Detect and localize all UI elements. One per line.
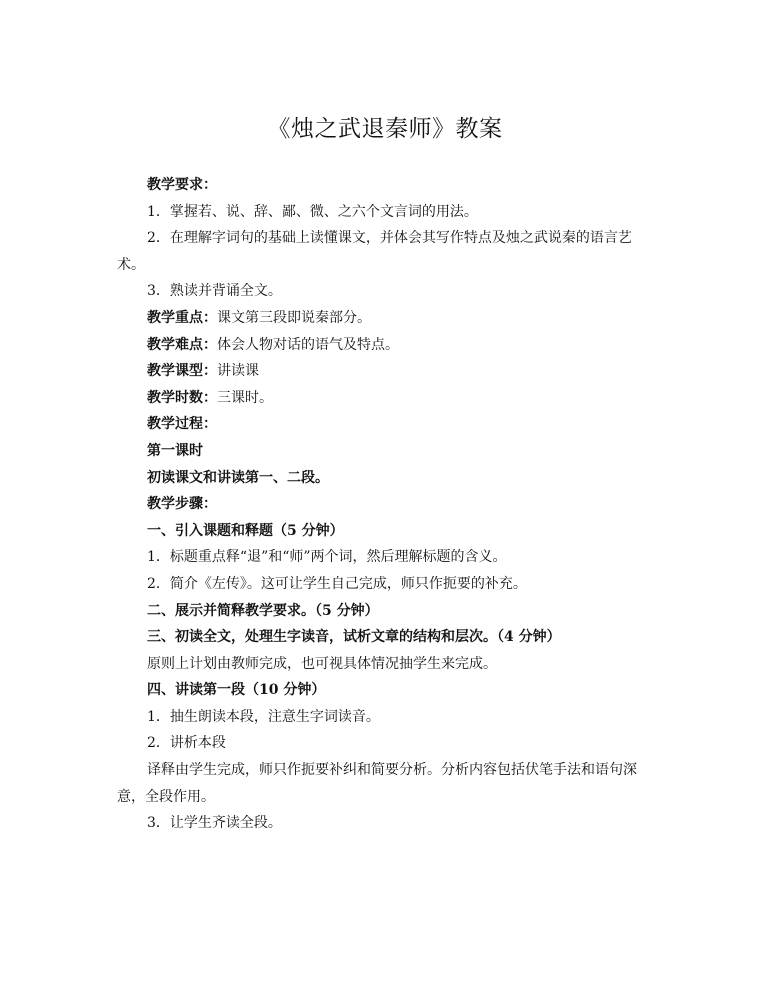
paragraph-text: 2．简介《左传》。这可让学生自己完成，师只作扼要的补充。: [147, 575, 527, 592]
paragraph-label: 教学时数：: [147, 389, 217, 406]
paragraph-label: 教学难点：: [147, 336, 217, 353]
paragraph-label: 二、展示并简释教学要求。（5 分钟）: [147, 602, 379, 619]
paragraph: [117, 571, 657, 598]
paragraph-text: 1．标题重点释“退”和“师”两个词，然后理解标题的含义。: [147, 549, 507, 566]
paragraph-label: 教学要求：: [147, 177, 217, 193]
paragraph-text: 2．讲析本段: [147, 735, 226, 752]
paragraph: [117, 651, 657, 678]
paragraph-text: 3．让学生齐读全段。: [147, 815, 282, 832]
paragraph-label: 第一课时: [147, 442, 203, 459]
paragraph-text: 课文第三段即说秦部分。: [217, 309, 371, 326]
paragraph: [117, 491, 657, 518]
paragraph: [117, 624, 657, 651]
paragraph: [117, 199, 657, 226]
paragraph: [117, 332, 657, 359]
paragraph: [117, 278, 657, 305]
paragraph-label: 教学步骤：: [147, 496, 217, 513]
paragraph: [117, 465, 657, 492]
paragraph-text: 1．掌握若、说、辞、鄙、微、之六个文言词的用法。: [147, 203, 478, 220]
paragraph-label: 教学重点：: [147, 309, 217, 326]
paragraph: [117, 704, 657, 731]
paragraph: [117, 385, 657, 412]
paragraph-text: 2．在理解字词句的基础上读懂课文，并体会其写作特点及烛之武说秦的语言艺术。: [117, 230, 632, 273]
paragraph: [117, 438, 657, 465]
paragraph-label: 一、引入课题和释题（5 分钟）: [147, 522, 344, 539]
document-title: 《烛之武退秦师》教案: [267, 116, 503, 142]
paragraph-label: 教学过程：: [147, 416, 217, 433]
paragraph: [117, 172, 657, 199]
paragraph: [117, 677, 657, 704]
paragraph-text: 3．熟读并背诵全文。: [147, 283, 282, 300]
paragraph-text: 1．抽生朗读本段，注意生字词读音。: [147, 708, 380, 725]
document-body: [117, 172, 657, 837]
paragraph-text: 译释由学生完成，师只作扼要补纠和简要分析。分析内容包括伏笔手法和语句深意，全段作用。: [117, 762, 637, 805]
paragraph: [117, 411, 657, 438]
paragraph-text: 原则上计划由教师完成，也可视具体情况抽学生来完成。: [147, 655, 497, 672]
paragraph-text: 讲读课: [217, 363, 259, 380]
paragraph: [117, 358, 657, 385]
paragraph: [117, 598, 657, 625]
paragraph-text: 体会人物对话的语气及特点。: [217, 336, 399, 353]
paragraph-label: 初读课文和讲读第一、二段。: [147, 469, 329, 486]
paragraph: [117, 810, 657, 837]
paragraph: [117, 305, 657, 332]
paragraph: [117, 730, 657, 757]
paragraph-label: 四、讲读第一段（10 分钟）: [147, 682, 326, 699]
paragraph-label: 三、初读全文，处理生字读音，试析文章的结构和层次。（4 分钟）: [147, 629, 561, 646]
paragraph: [117, 544, 657, 571]
paragraph: [117, 518, 657, 545]
paragraph-text: 三课时。: [217, 389, 273, 406]
paragraph: [117, 757, 657, 810]
paragraph-label: 教学课型：: [147, 363, 217, 380]
paragraph: [117, 225, 657, 278]
